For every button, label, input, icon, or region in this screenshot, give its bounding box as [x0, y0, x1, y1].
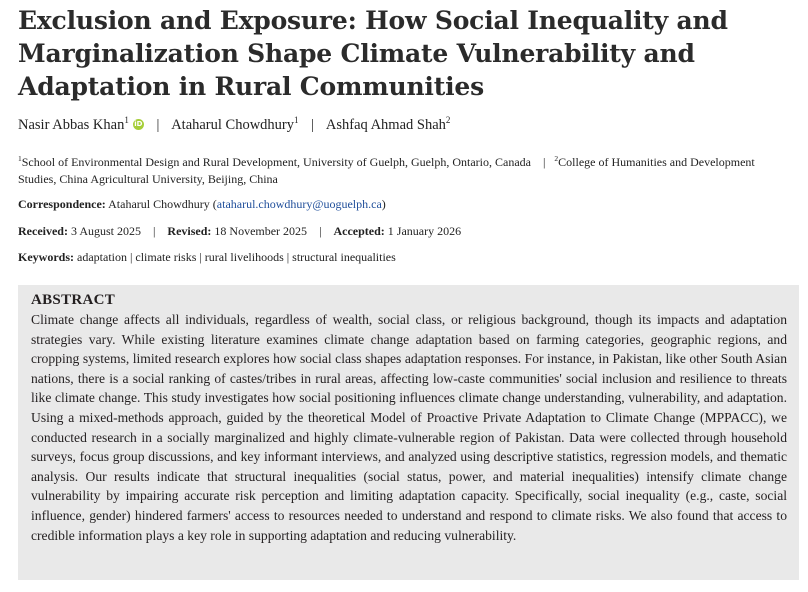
- affiliations: [18, 150, 788, 188]
- keyword[interactable]: structural inequalities: [292, 250, 396, 264]
- affiliation-number: 2: [554, 154, 559, 163]
- keyword-separator: |: [129, 250, 133, 264]
- abstract-box: [18, 285, 799, 580]
- revised-label: Revised:: [167, 224, 212, 238]
- revised-date: 18 November 2025: [214, 224, 308, 238]
- author-list: [18, 115, 798, 134]
- abstract-text: Climate change affects all individuals, regardless of wealth, social class, or religious background, though its impacts and adaptation strategies vary. While existing literature examines climate change adaptation based on farming categories, geographic regions, and cropping systems, limited research explores how social class shapes adaptation responses. For instance, in Pakistan, like other South Asian nations, there is a social ranking of castes/tribes in rural areas, affecting low-caste communities' social inclusion and resilience to threats like climate change. This study investigates how social positioning influences climate change understanding, vulnerability, and adaptation. Using a mixed-methods approach, guided by the theoretical Model of Proactive Private Adaptation to Climate Change (MPPACC), we conducted research in a socially marginalized and highly climate-vulnerable region of Pakistan. Data were collected through household surveys, focus group discussions, and key informant interviews, and analyzed using descriptive statistics, regression models, and thematic analysis. Our results indicate that structural inequalities (social status, power, and material inequalities) intensify climate change vulnerability by impairing accurate risk perception and limiting adaptation capacity. Specifically, social inequality (e.g., caste, social influence, gender) hindered farmers' access to resources needed to understand and respond to climate risks. We also found that access to credible information plays a key role in supporting adaptation and reducing vulnerability.: [31, 312, 787, 543]
- author-name[interactable]: Nasir Abbas Khan: [18, 116, 125, 133]
- accepted-date: 1 January 2026: [387, 224, 462, 238]
- keyword[interactable]: climate risks: [135, 250, 197, 264]
- affiliation-ref: 1: [294, 115, 299, 125]
- affiliation-ref: 1: [124, 115, 129, 125]
- affiliation-number: 1: [18, 154, 22, 163]
- keywords-label: Keywords:: [18, 250, 74, 264]
- correspondence: Correspondence: Ataharul Chowdhury (ataharul.chowdhury@uoguelph.ca): [18, 197, 386, 211]
- orcid-icon[interactable]: iD: [134, 119, 143, 128]
- article-dates: [18, 224, 798, 239]
- accepted-label: Accepted:: [333, 224, 385, 238]
- author-name[interactable]: Ashfaq Ahmad Shah: [325, 116, 446, 133]
- affiliation-text: School of Environmental Design and Rural Development, University of Guelph, Guelph, Ontario, Canada: [21, 155, 531, 169]
- abstract-heading: ABSTRACT: [31, 292, 116, 308]
- affiliation-text: College of Humanities and Development Studies, China Agricultural University, Beijing, China: [18, 155, 755, 186]
- keyword[interactable]: rural livelihoods: [204, 250, 284, 264]
- correspondence-name: Ataharul Chowdhury: [108, 197, 210, 211]
- affiliation-separator: |: [542, 155, 546, 169]
- author-separator: |: [311, 116, 315, 133]
- date-separator: |: [153, 224, 156, 238]
- keywords: [18, 250, 798, 265]
- author-separator: |: [156, 116, 160, 133]
- date-separator: |: [319, 224, 322, 238]
- keyword[interactable]: adaptation: [77, 250, 127, 264]
- received-label: Received:: [18, 224, 68, 238]
- correspondence-email-link[interactable]: ataharul.chowdhury@uoguelph.ca: [216, 197, 382, 211]
- received-date: 3 August 2025: [70, 224, 141, 238]
- article-title: Exclusion and Exposure: How Social Inequality and Marginalization Shape Climate Vulnerability and Adaptation in Rural Communities: [18, 6, 728, 101]
- affiliation-ref: 2: [445, 115, 451, 125]
- keyword-separator: |: [199, 250, 202, 264]
- correspondence-label: Correspondence:: [18, 197, 106, 211]
- keyword-separator: |: [286, 250, 290, 264]
- author-name[interactable]: Ataharul Chowdhury: [171, 116, 295, 133]
